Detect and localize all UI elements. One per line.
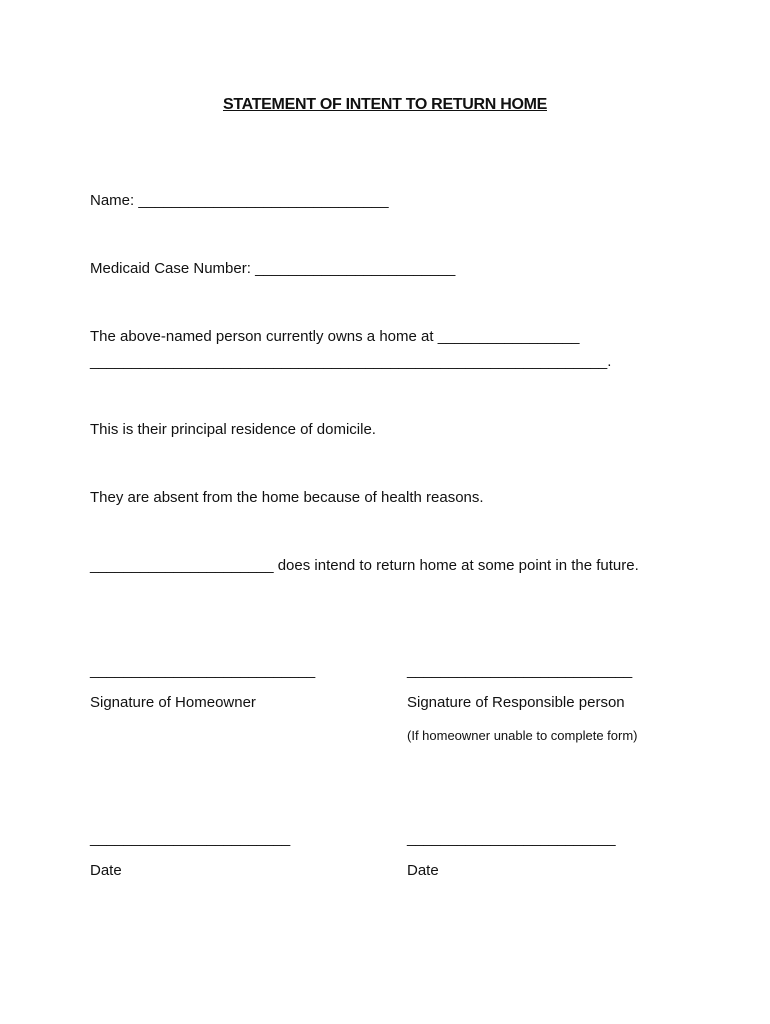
document-title: STATEMENT OF INTENT TO RETURN HOME bbox=[222, 96, 547, 113]
name-field-line: Name: ______________________________ bbox=[90, 192, 389, 209]
responsible-person-date-line: _________________________ bbox=[407, 830, 616, 847]
responsible-person-signature-label: Signature of Responsible person bbox=[407, 694, 625, 711]
homeowner-date-label: Date bbox=[90, 862, 122, 879]
intent-text: does intend to return home at some point in the future. bbox=[273, 557, 639, 574]
home-address-line-2: ______________________________________________________________. bbox=[90, 353, 612, 370]
intent-name-blank: ______________________ bbox=[90, 557, 274, 574]
responsible-person-date-label: Date bbox=[407, 862, 439, 879]
responsible-person-signature-line: ___________________________ bbox=[407, 662, 633, 679]
health-reasons-statement: They are absent from the home because of health reasons. bbox=[90, 489, 484, 506]
home-address-line-1: The above-named person currently owns a home at _________________ bbox=[90, 328, 580, 345]
responsible-person-note: (If homeowner unable to complete form) bbox=[407, 728, 638, 743]
principal-residence-statement: This is their principal residence of domicile. bbox=[90, 421, 376, 438]
intent-statement bbox=[90, 556, 639, 576]
homeowner-signature-label: Signature of Homeowner bbox=[90, 694, 256, 711]
homeowner-signature-line: ___________________________ bbox=[90, 662, 316, 679]
medicaid-case-number-line: Medicaid Case Number: ________________________ bbox=[90, 260, 456, 277]
homeowner-date-line: ________________________ bbox=[90, 830, 291, 847]
